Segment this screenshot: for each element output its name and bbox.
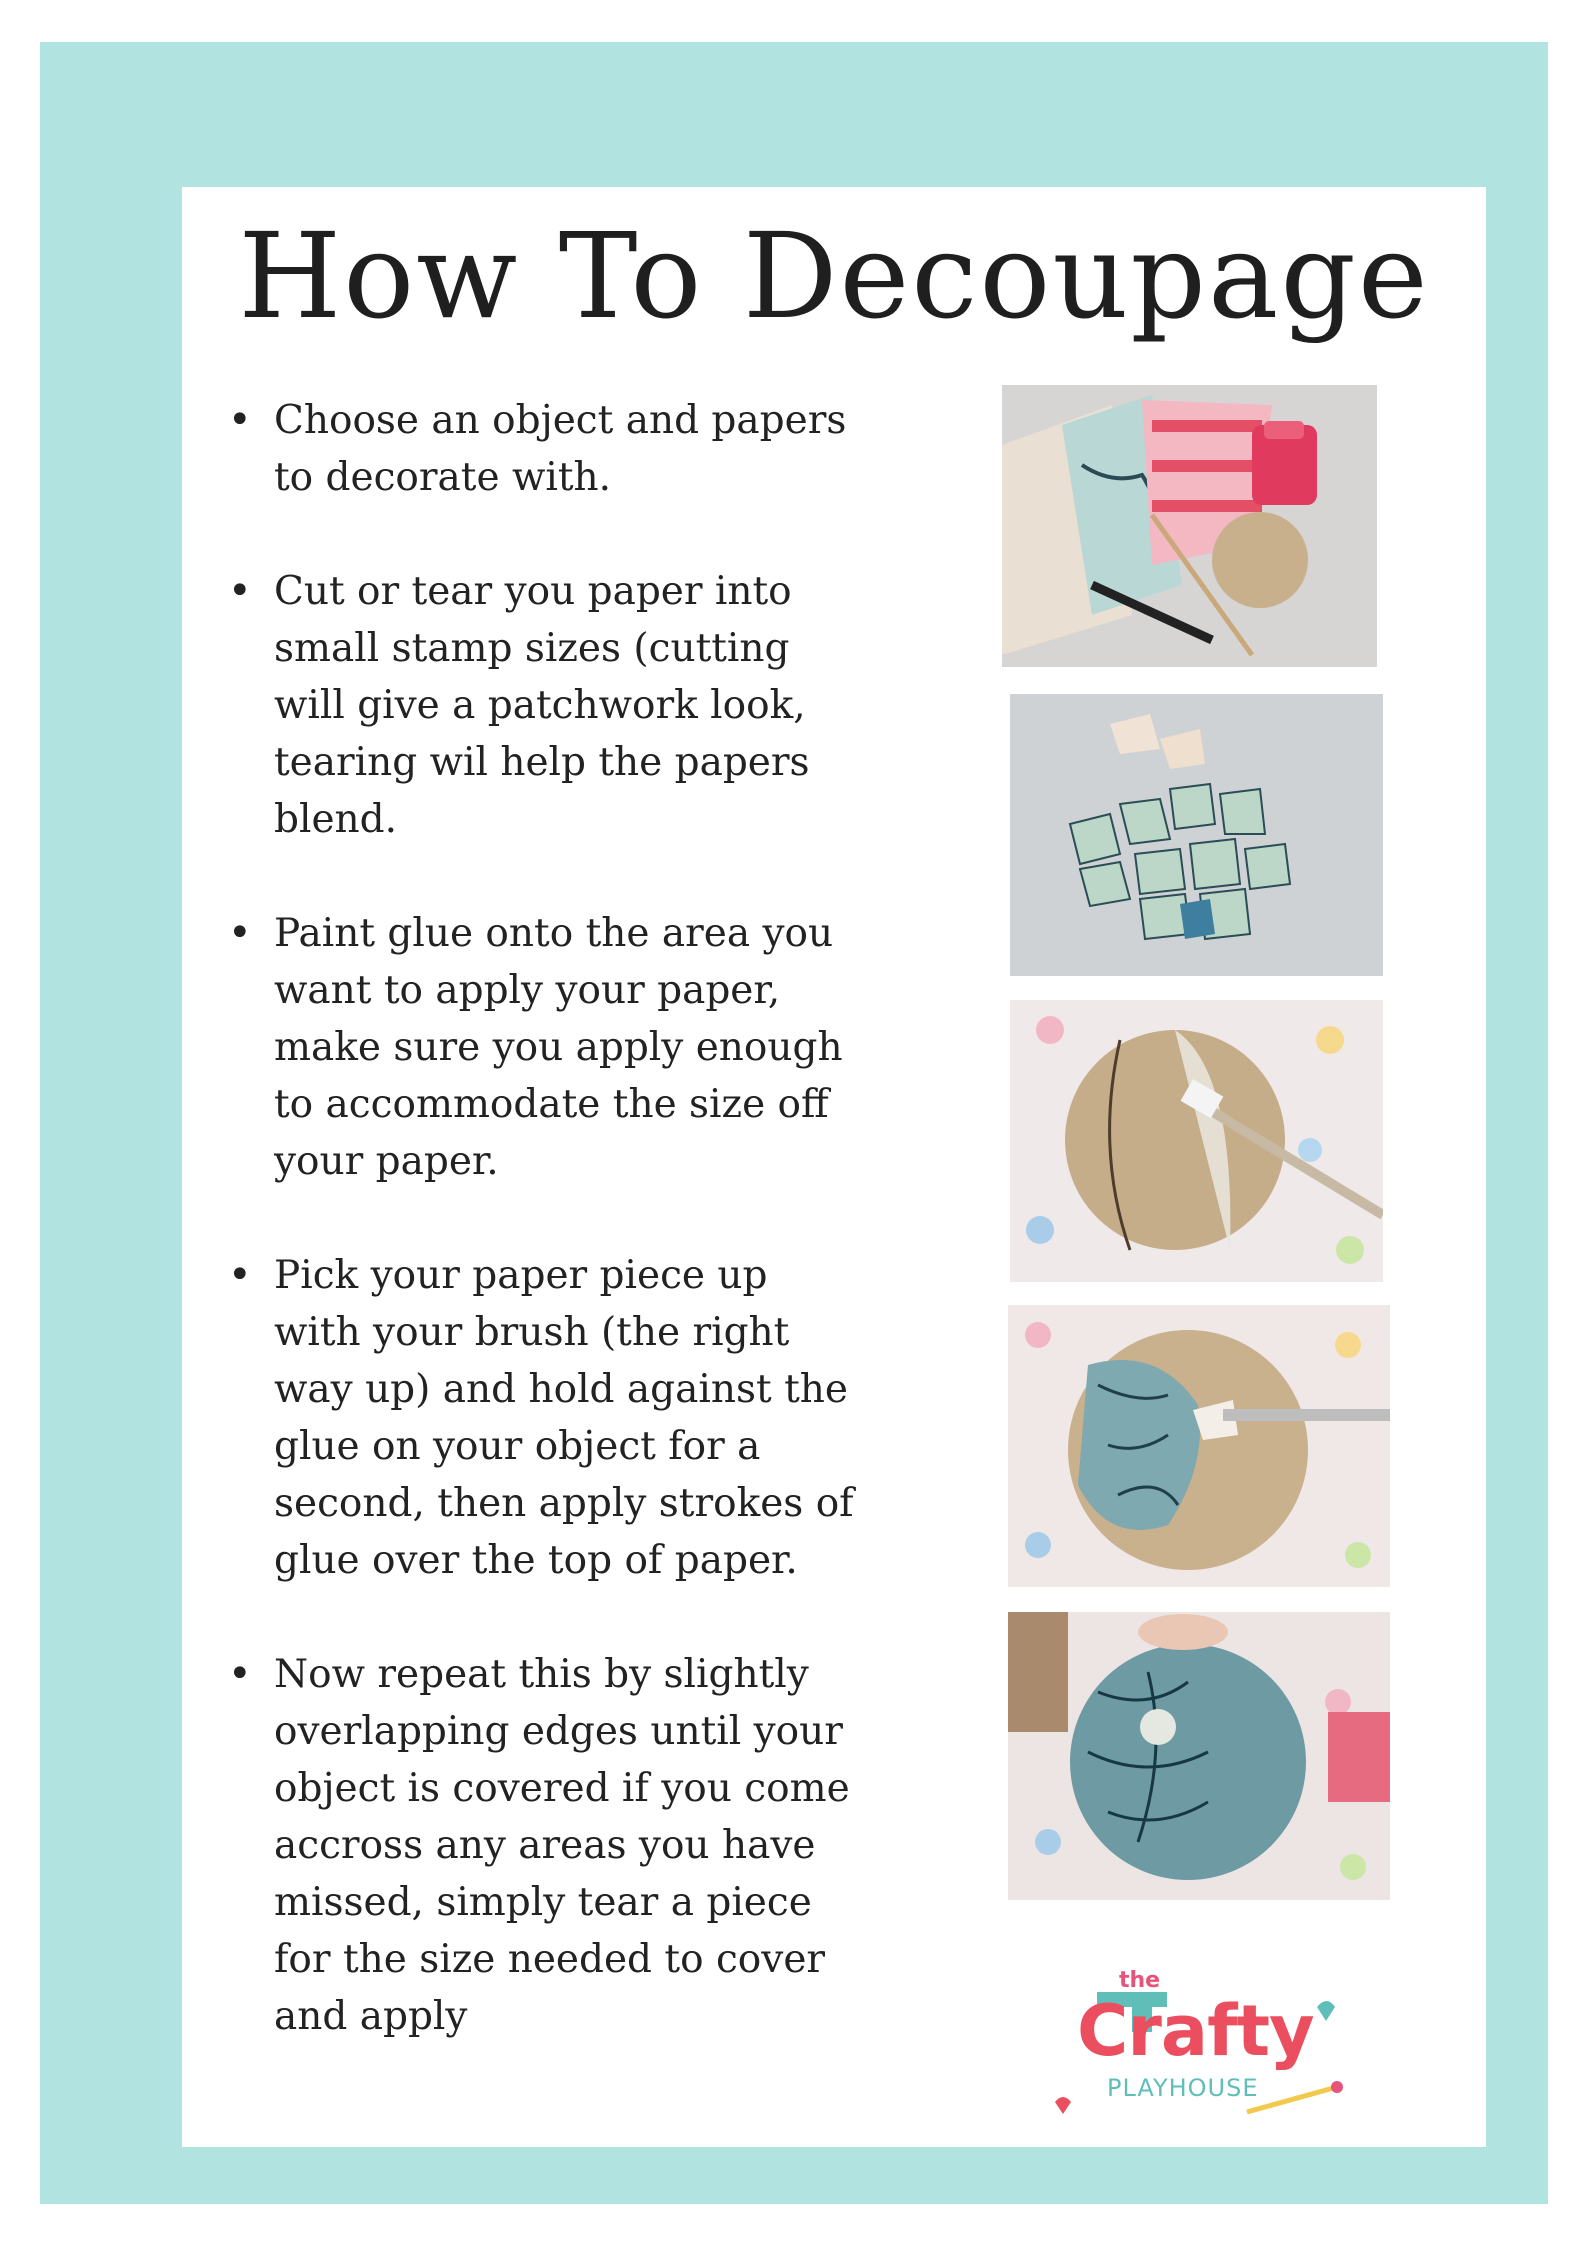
logo-crafty-text: Crafty: [1077, 1990, 1314, 2072]
logo-playhouse-text: PLAYHOUSE: [1107, 2074, 1259, 2102]
photo-glue-ball: [1010, 1000, 1383, 1282]
photo-torn-pieces: [1010, 694, 1383, 976]
photo-supplies: [1002, 385, 1377, 667]
step-1: • Choose an object and papers to decorate with.: [222, 392, 862, 506]
photo-applying-paper: [1008, 1305, 1390, 1587]
crafty-playhouse-logo: [1037, 1962, 1357, 2132]
step-5: • Now repeat this by slightly overlapping edges until your object is covered if you come accross any areas you have missed, simply tear a piece for the size needed to cover and apply: [222, 1646, 862, 2045]
page-title: How To Decoupage: [238, 207, 1430, 345]
step-4: • Pick your paper piece up with your brush (the right way up) and hold against the glue on your object for a second, then apply strokes of glue over the top of paper.: [222, 1247, 862, 1589]
content-card: [182, 187, 1486, 2147]
step-2: • Cut or tear you paper into small stamp sizes (cutting will give a patchwork look, tearing wil help the papers blend.: [222, 563, 862, 848]
step-3: • Paint glue onto the area you want to apply your paper, make sure you apply enough to accommodate the size off your paper.: [222, 905, 862, 1190]
photo-covered-ball: [1008, 1612, 1390, 1900]
logo-the-text: the: [1119, 1968, 1161, 1993]
teal-frame: [40, 42, 1548, 2204]
